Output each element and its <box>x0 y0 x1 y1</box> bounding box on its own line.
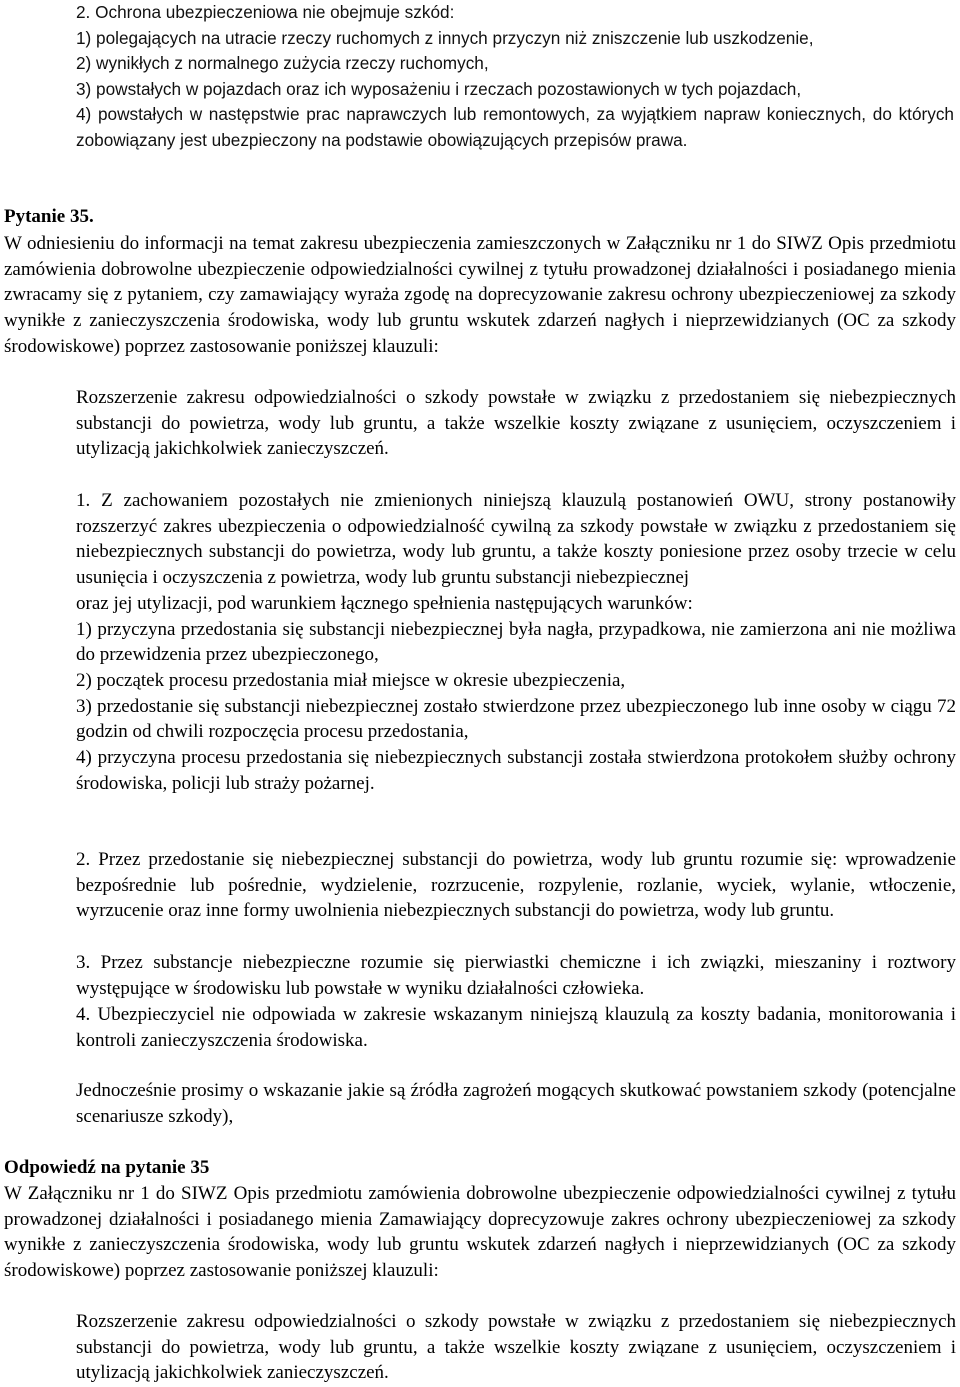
condition-item: 2) początek procesu przedostania miał miejsce w okresie ubezpieczenia, <box>76 669 626 691</box>
exclusions-section <box>76 0 954 154</box>
paragraph-1-continuation: oraz jej utylizacji, pod warunkiem łącznego spełnienia następujących warunków: <box>76 592 693 614</box>
answer-clause: Rozszerzenie zakresu odpowiedzialności o szkody powstałe w związku z przedostaniem się niebezpiecznych substancji do powietrza, wody lub gruntu, a także wszelkie koszty związane z usunięciem, oczyszczeniem i utylizacją jakichkolwiek zanieczyszczeń. <box>76 1311 956 1384</box>
question-paragraph-1 <box>76 488 956 796</box>
answer-title: Odpowiedź na pytanie 35 <box>4 1157 210 1178</box>
condition-item: 1) przyczyna przedostania się substancji niebezpiecznej była nagła, przypadkowa, nie zamierzona ani nie możliwa do przewidzenia przez ubezpieczonego, <box>76 618 956 666</box>
question-paragraph-4: 4. Ubezpieczyciel nie odpowiada w zakresie wskazanym niniejszą klauzulą za koszty badania, monitorowania i kontroli zanieczyszczenia środowiska. <box>76 1004 956 1051</box>
question-paragraph-3: 3. Przez substancje niebezpieczne rozumie się pierwiastki chemiczne i ich związki, mieszaniny i roztwory występujące w środowisku lub powstałe w wyniku działalności człowieka. <box>76 952 956 999</box>
condition-item: 4) przyczyna procesu przedostania się niebezpiecznych substancji została stwierdzona protokołem służby ochrony środowiska, policji lub straży pożarnej. <box>76 747 956 794</box>
question-clause: Rozszerzenie zakresu odpowiedzialności o szkody powstałe w związku z przedostaniem się niebezpiecznych substancji do powietrza, wody lub gruntu, a także wszelkie koszty związane z usunięciem, oczyszczeniem i utylizacją jakichkolwiek zanieczyszczeń. <box>76 387 956 460</box>
paragraph-1-main: 1. Z zachowaniem pozostałych nie zmienionych niniejszą klauzulą postanowień OWU, strony postanowiły rozszerzyć zakres ubezpieczenia o odpowiedzialność cywilną za szkody powstałe w związku z przedostaniem się niebezpiecznych substancji do powietrza, wody lub gruntu, a także koszty poniesione przez osoby trzecie w celu usunięcia i oczyszczenia z powietrza, wody lub gruntu substancji niebezpiecznej <box>76 490 956 589</box>
condition-item: 3) przedostanie się substancji niebezpiecznej zostało stwierdzone przez ubezpieczonego lub inne osoby w ciągu 72 godzin od chwili rozpoczęcia procesu przedostania, <box>76 695 956 743</box>
exclusion-item: 4) powstałych w następstwie prac naprawczych lub remontowych, za wyjątkiem napraw koniecznych, do których zobowiązany jest ubezpieczony na podstawie obowiązujących przepisów prawa. <box>76 104 954 150</box>
exclusions-heading: 2. Ochrona ubezpieczeniowa nie obejmuje szkód: <box>76 2 455 22</box>
question-closing: Jednocześnie prosimy o wskazanie jakie są źródła zagrożeń mogących skutkować powstaniem szkody (potencjalne scenariusze szkody), <box>76 1080 956 1127</box>
exclusion-item: 1) polegających na utracie rzeczy ruchomych z innych przyczyn niż zniszczenie lub uszkodzenie, <box>76 27 814 48</box>
exclusion-item: 2) wynikłych z normalnego zużycia rzeczy ruchomych, <box>76 53 489 74</box>
question-intro: W odniesieniu do informacji na temat zakresu ubezpieczenia zamieszczonych w Załączniku nr 1 do SIWZ Opis przedmiotu zamówienia dobrowolne ubezpieczenie odpowiedzialności cywilnej z tytułu prowadzonej działalności i posiadanego mienia zwracamy się z pytaniem, czy zamawiający wyraża zgodę na doprecyzowanie zakresu ochrony ubezpieczeniowej za szkody wynikłe z zanieczyszczenia środowiska, wody lub gruntu wskutek zdarzeń nagłych i nieprzewidzianych (OC za szkody środowiskowe) poprzez zastosowanie poniższej klauzuli: <box>4 233 956 357</box>
answer-text: W Załączniku nr 1 do SIWZ Opis przedmiotu zamówienia dobrowolne ubezpieczenie odpowiedzialności cywilnej z tytułu prowadzonej działalności i posiadanego mienia Zamawiający doprecyzowuje zakres ochrony ubezpieczeniowej za szkody wynikłe z zanieczyszczenia środowiska, wody lub gruntu wskutek zdarzeń nagłych i nieprzewidzianych (OC za szkody środowiskowe) poprzez zastosowanie poniższej klauzuli: <box>4 1183 956 1282</box>
question-paragraph-2: 2. Przez przedostanie się niebezpiecznej substancji do powietrza, wody lub gruntu rozumie się: wprowadzenie bezpośrednie lub pośrednie, wydzielenie, rozrzucenie, rozpylenie, rozlanie, wyciek, wylanie, wtłoczenie, wyrzucenie oraz inne formy uwolnienia niebezpiecznych substancji do powietrza, wody lub gruntu. <box>76 849 956 922</box>
question-title: Pytanie 35. <box>4 206 94 227</box>
exclusion-item: 3) powstałych w pojazdach oraz ich wyposażeniu i rzeczach pozostawionych w tych pojazdach, <box>76 78 802 99</box>
